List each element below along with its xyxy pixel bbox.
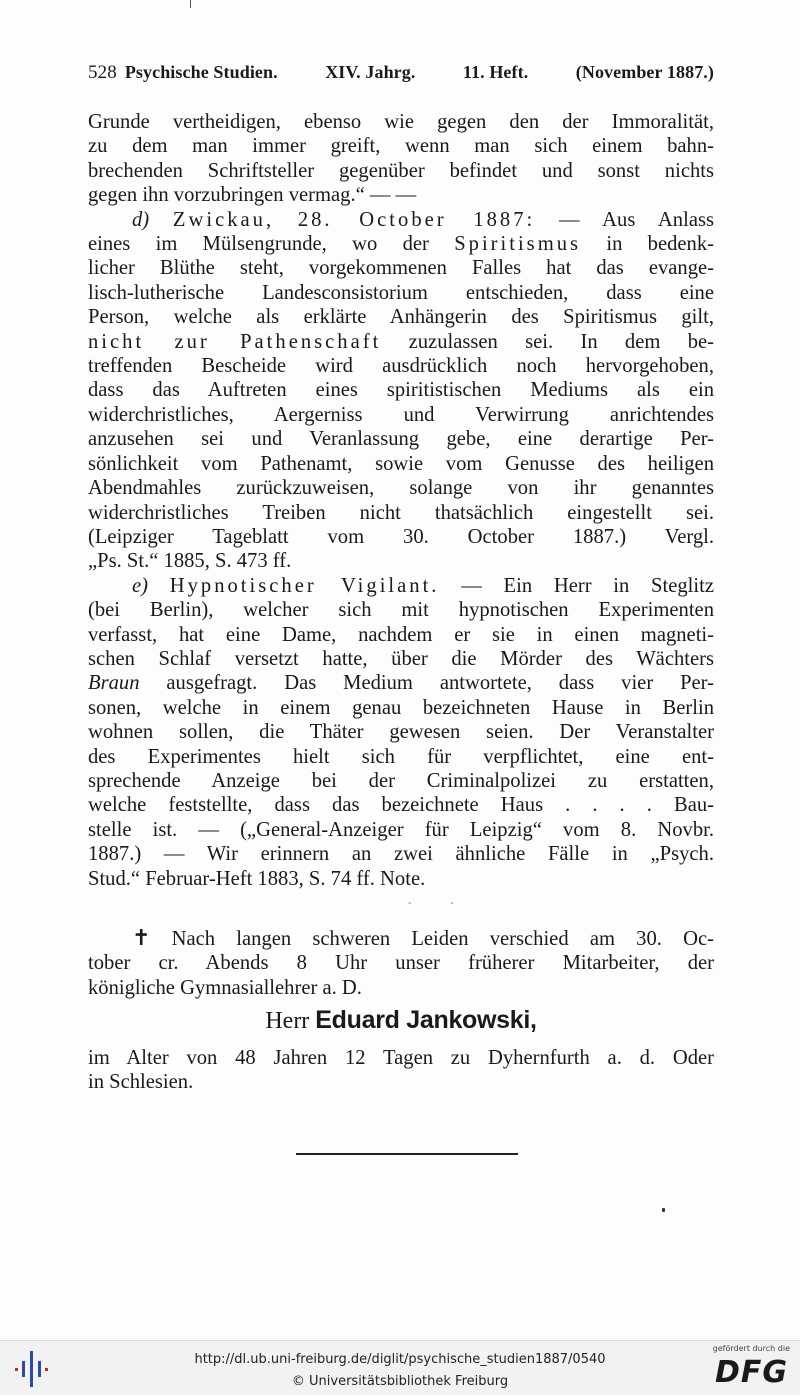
section-d-rest: — Aus Anlass [558,208,714,231]
text-line: Person, welche als erklärte Anhängerin des Spiritismus gilt, [88,306,714,329]
spaced-word: nicht zur Pathenschaft [88,330,382,353]
footer-bar [0,1340,800,1395]
section-separator: - - [408,898,472,909]
text-line: (bei Berlin), welcher sich mit hypnotischen Experimenten [88,599,714,622]
text-line: im Alter von 48 Jahren 12 Tagen zu Dyhernfurth a. d. Oder [88,1047,714,1069]
text-line: (Leipziger Tageblatt vom 30. October 1887.) Vergl. [88,525,714,548]
text-line: sprechende Anzeige bei der Criminalpolizei zu erstatten, [88,769,714,792]
issue: 11. Heft. [462,62,529,82]
text-line: gegen ihn vorzubringen vermag.“ — — [88,184,417,207]
text-line: ✝ Nach langen schweren Leiden verschied am 30. Oc- [132,925,714,950]
text-line: sönlichkeit vom Pathenamt, sowie vom Genusse des heiligen [88,452,714,475]
text-line: in Schlesien. [88,1071,194,1094]
text-line: Abendmahles zurückzuweisen, solange von ihr genanntes [88,477,714,500]
section-e-marker: e) [132,574,148,597]
section-e-rest: — Ein Herr in Steglitz [461,574,714,597]
text-line: stelle ist. — („General-Anzeiger für Leipzig“ vom 8. Novbr. [88,818,714,841]
section-e-title: Hypnotischer Vigilant. [169,574,440,597]
text-line: dass das Auftreten eines spiritistischen Mediums als ein [88,379,714,402]
text-line: 1887.) — Wir erinnern an zwei ähnliche Fälle in „Psych. [88,843,714,866]
text-line: „Ps. St.“ 1885, S. 473 ff. [88,550,292,573]
text-line: königliche Gymnasiallehrer a. D. [88,976,362,999]
text-line: verfasst, hat eine Dame, nachdem er sie in einen magneti- [88,623,714,646]
text-line: zu dem man immer greift, wenn man sich einem bahn- [88,135,714,158]
text-line: tober cr. Abends 8 Uhr unser früherer Mitarbeiter, der [88,952,714,975]
issue-month: (November 1887.) [575,62,714,82]
text-line: widerchristliches, Aergerniss und Verwirrung anrichtendes [88,403,714,426]
text-line: lisch-lutherische Landesconsistorium entschieden, dass eine [88,281,714,304]
text-line: sonen, welche in einem genau bezeichneten Hause in Berlin [88,696,714,719]
text-line: treffenden Bescheide wird ausdrücklich noch hervorgehoben, [88,355,714,378]
end-rule [296,1153,518,1155]
section-d-date: 28. October 1887: [297,208,536,231]
text-line: Braun ausgefragt. Das Medium antwortete, dass vier Per- [88,672,714,695]
cross-icon: ✝ [132,925,151,950]
italic-name: Braun [88,672,140,695]
section-d-heading [88,208,714,232]
section-d-marker: d) [132,208,150,231]
deceased-name-line [88,1006,714,1035]
obituary-details [88,1046,714,1095]
running-header [88,62,714,84]
page-number: 528 [88,62,117,83]
scan-speck [662,1208,665,1212]
text-line: anzusehen sei und Veranlassung gebe, eine derartige Per- [88,428,714,451]
text-line: wohnen sollen, die Thäter gewesen seien. Der Veranstalter [88,721,714,744]
text-line: schen Schlaf versetzt hatte, über die Mörder des Wächters [88,647,714,670]
text-line: widerchristliches Treiben nicht thatsächlich eingestellt sei. [88,501,714,524]
section-e-heading [88,574,714,598]
copyright-notice: © Universitätsbibliothek Freiburg [291,1374,509,1389]
dfg-logo: DFG [714,1355,788,1390]
text-line: Stud.“ Februar-Heft 1883, S. 74 ff. Note. [88,867,426,890]
section-d-place: Zwickau, [172,208,275,231]
text-line: nicht zur Pathenschaft zuzulassen sei. In dem be- [88,330,714,353]
text-line: brechenden Schriftsteller gegenüber befindet und sonst nichts [88,159,714,182]
text-line: licher Blüthe steht, vorgekommenen Falles hat das evange- [88,257,714,280]
article-body [88,110,714,891]
journal-title: Psychische Studien. [124,62,278,82]
scan-mark [190,0,191,8]
deceased-name: Eduard Jankowski, [315,1006,537,1034]
text-line: welche feststellte, dass das bezeichnete Haus . . . . Bau- [88,794,714,817]
honorific: Herr [265,1008,310,1034]
funding-note: gefördert durch die [712,1344,790,1353]
spaced-word: Spiritismus [454,233,582,256]
permalink[interactable]: http://dl.ub.uni-freiburg.de/diglit/psychische_studien1887/0540 [194,1352,606,1367]
text-line: eines im Mülsengrunde, wo der Spiritismus in bedenk- [88,233,714,256]
obituary [88,926,714,1000]
text-line: Grunde vertheidigen, ebenso wie gegen den der Immoralität, [88,111,714,133]
volume: XIV. Jahrg. [325,62,416,82]
text-line: des Experimentes hielt sich für verpflichtet, eine ent- [88,745,714,768]
